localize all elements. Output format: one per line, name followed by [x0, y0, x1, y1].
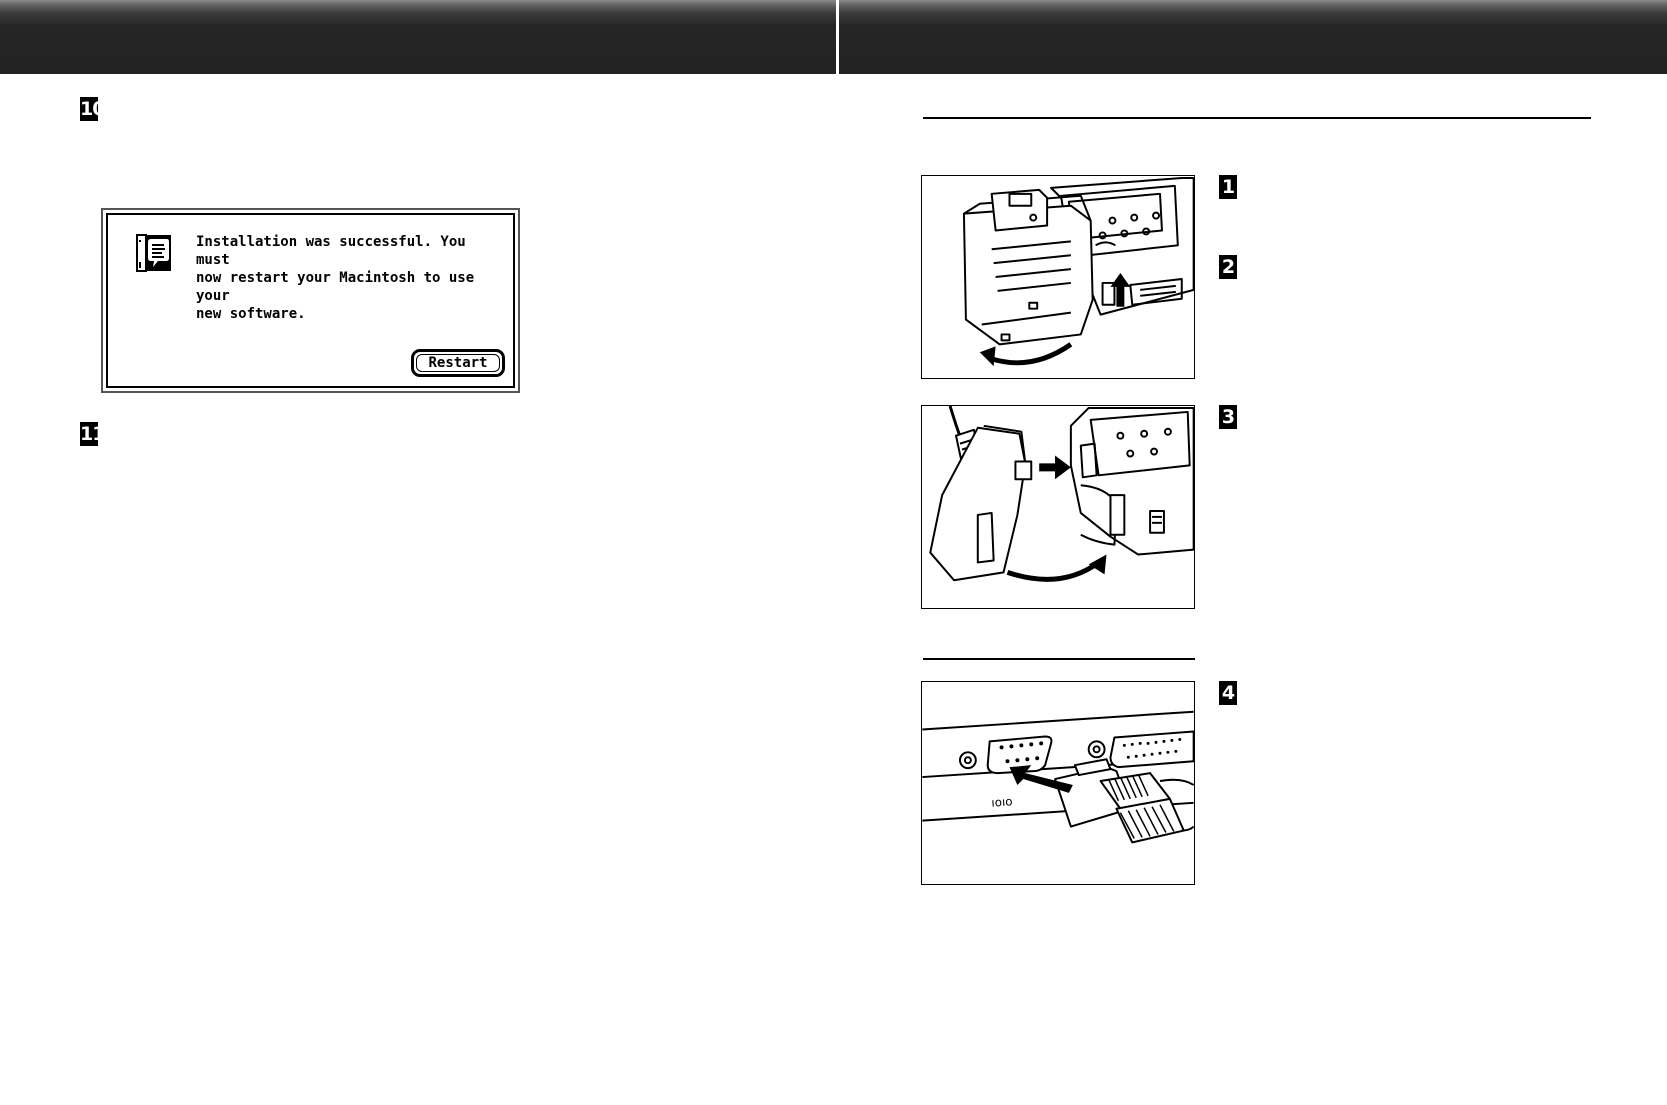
header-bar-right [839, 0, 1667, 74]
step-11-marker: 11 [80, 423, 105, 445]
macintosh-alert-icon [136, 234, 172, 272]
step-1-marker: 1 [1219, 175, 1237, 199]
dialog-message: Installation was successful. You must now restart your Macintosh to use your new software. [196, 234, 475, 322]
installation-dialog [101, 208, 520, 393]
camera-attach-cable-illustration [921, 405, 1195, 609]
restart-button[interactable] [411, 349, 505, 377]
step-4-marker: 4 [1219, 681, 1237, 705]
svg-text:ıoıo: ıoıo [990, 794, 1013, 810]
dialog-frame [106, 213, 515, 388]
restart-button-label: Restart [416, 354, 500, 372]
step-10-marker: 10 [80, 98, 105, 120]
section-rule-bottom [923, 658, 1195, 660]
header-bar-left [0, 0, 836, 74]
serial-connector-illustration [921, 681, 1195, 885]
section-rule-top [923, 117, 1591, 119]
step-2-marker: 2 [1219, 255, 1237, 279]
camera-open-cover-illustration [921, 175, 1195, 379]
step-3-marker: 3 [1219, 405, 1237, 429]
